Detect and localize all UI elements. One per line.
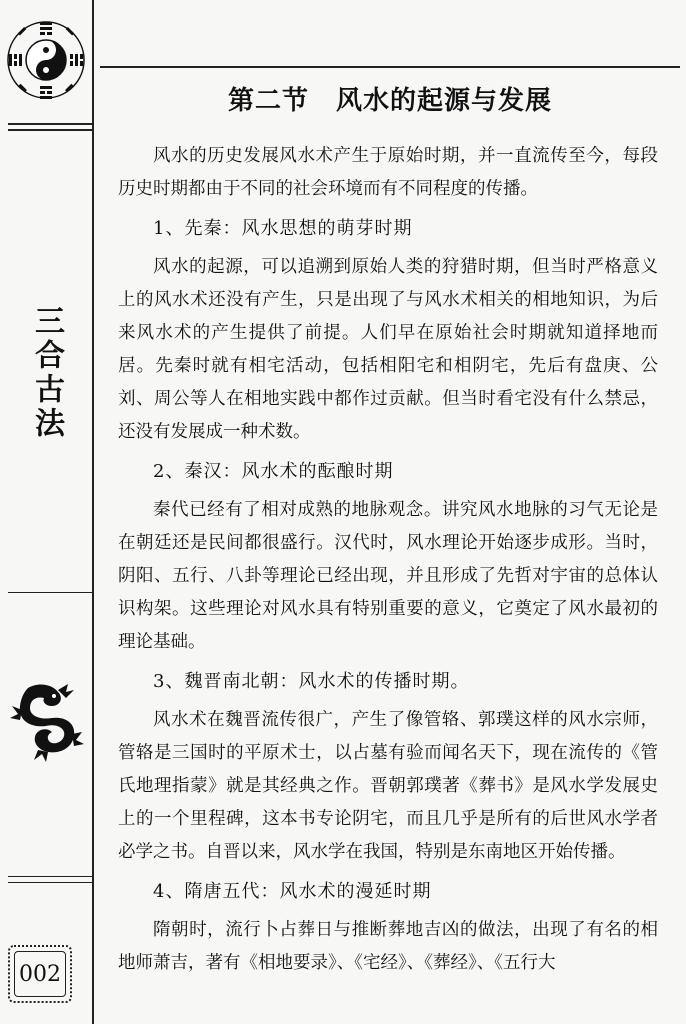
subsection-paragraph: 秦代已经有了相对成熟的地脉观念。讲究风水地脉的习气无论是在朝廷还是民间都很盛行。汉代时，风水理论开始逐步成形。当时，阴阳、五行、八卦等理论已经出现，并且形成了先哲对宇宙的总体认识构架。这些理论对风水具有特别重要的意义，它奠定了风水最初的理论基础。 (118, 500, 658, 652)
intro-paragraph: 风水的历史发展风水术产生于原始时期，并一直流传至今，每段历史时期都由于不同的社会环境而有不同程度的传播。 (118, 146, 658, 199)
subsection-paragraph: 风水术在魏晋流传很广，产生了像管辂、郭璞这样的风水宗师，管辂是三国时的平原术士，以占墓有验而闻名天下，现在流传的《管氏地理指蒙》就是其经典之作。晋朝郭璞著《葬书》是风水学发展史上的一个里程碑，这本书专论阴宅，而且几乎是所有的后世风水学者必学之书。自晋以来，风水学在我国，特别是东南地区开始传播。 (118, 710, 658, 862)
sidebar-rule (8, 876, 92, 877)
left-sidebar (0, 0, 92, 1024)
subsection-heading: 1、先秦：风水思想的萌芽时期 (153, 218, 413, 239)
page-number-box (8, 945, 72, 1003)
sidebar-rule (8, 129, 92, 131)
sidebar-rule (8, 592, 92, 593)
sidebar-rule (8, 882, 92, 883)
subsection-heading: 3、魏晋南北朝：风水术的传播时期。 (153, 671, 470, 692)
taiji-bagua-icon (4, 14, 88, 104)
subsection-paragraph: 风水的起源，可以追溯到原始人类的狩猎时期，但当时严格意义上的风水术还没有产生，只是出现了与风水术相关的相地知识，为后来风水术的产生提供了前提。人们早在原始社会时期就知道择地而居。先秦时就有相宅活动，包括相阳宅和相阴宅，先后有盘庚、公刘、周公等人在相地实践中都作过贡献。但当时看宅没有什么禁忌，还没有发展成一种术数。 (118, 257, 658, 442)
sidebar-rule (8, 123, 92, 125)
section-title: 第二节 风水的起源与发展 (227, 86, 552, 116)
page-content (100, 0, 680, 1024)
subsection-heading: 4、隋唐五代：风水术的漫延时期 (153, 881, 432, 902)
subsection-paragraph: 隋朝时，流行卜占葬日与推断葬地吉凶的做法，出现了有名的相地师萧吉，著有《相地要录》、《宅经》、《葬经》、《五行大 (118, 920, 658, 973)
dragon-icon (8, 680, 86, 762)
body-text (118, 140, 658, 986)
sidebar-divider (92, 0, 94, 1024)
header-rule (100, 66, 680, 68)
book-title-vertical: 三合古法 (29, 305, 64, 441)
subsection-heading: 2、秦汉：风水术的酝酿时期 (153, 461, 394, 482)
page-number: 002 (19, 961, 61, 987)
